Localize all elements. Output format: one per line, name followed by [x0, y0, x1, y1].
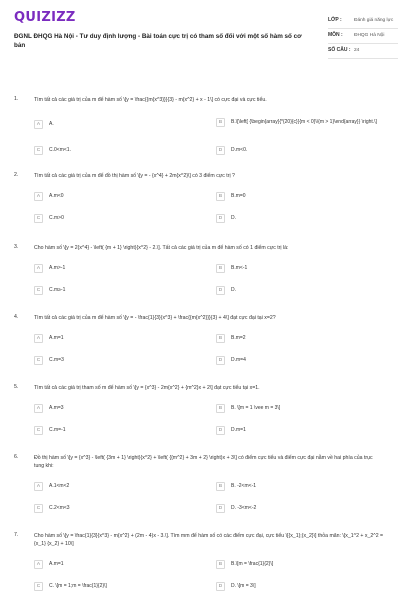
option-a[interactable] — [34, 560, 204, 572]
option-b[interactable] — [216, 482, 386, 494]
question-number: 1. — [14, 96, 19, 102]
option-letter-box: A — [34, 560, 43, 569]
option-text: D.m=4 — [231, 357, 246, 363]
option-a[interactable] — [34, 120, 204, 132]
question-number: 7. — [14, 532, 19, 538]
option-text: B.\[m = \frac{1}{2}\] — [231, 561, 274, 567]
option-c[interactable] — [34, 146, 204, 158]
option-letter-box: C — [34, 582, 43, 591]
option-b[interactable] — [216, 192, 386, 204]
question-number: 6. — [14, 454, 19, 460]
option-text: D.m=1 — [231, 427, 246, 433]
option-text: D. — [231, 215, 236, 221]
question-text: Cho hàm số \[y = 2{x^4} - \left( {m + 1} \right){x^2} - 2.\]. Tất cả các giá trị của m để hàm số có 1 điểm cực trị là: — [34, 245, 289, 251]
option-text: D.m<0. — [231, 147, 248, 153]
option-a[interactable] — [34, 404, 204, 416]
option-letter-box: A — [34, 192, 43, 201]
option-d[interactable] — [216, 504, 386, 516]
option-a[interactable] — [34, 264, 204, 276]
option-letter-box: D — [216, 286, 225, 295]
question-number: 2. — [14, 172, 19, 178]
option-text: A.m=1 — [49, 561, 64, 567]
worksheet-meta — [328, 14, 398, 59]
option-d[interactable] — [216, 426, 386, 438]
option-text: A.1<m<2 — [49, 483, 70, 489]
option-text: D. \[m = 3\] — [231, 583, 256, 589]
option-c[interactable] — [34, 214, 204, 226]
meta-row-count — [328, 44, 398, 59]
option-a[interactable] — [34, 482, 204, 494]
option-c[interactable] — [34, 504, 204, 516]
option-text: A.m=3 — [49, 405, 64, 411]
option-letter-box: C — [34, 426, 43, 435]
option-letter-box: C — [34, 146, 43, 155]
option-letter-box: C — [34, 214, 43, 223]
option-a[interactable] — [34, 192, 204, 204]
option-letter-box: B — [216, 560, 225, 569]
option-letter-box: A — [34, 264, 43, 273]
option-letter-box: A — [34, 482, 43, 491]
meta-label: SỐ CÂU : — [328, 47, 351, 53]
option-b[interactable] — [216, 560, 386, 572]
option-text: B.m=2 — [231, 335, 246, 341]
option-text: B.\[\left[ {\begin{array}{*{20}{c}}{m < 0}\\{m > 1}\end{array}} \right.\] — [231, 119, 377, 125]
option-b[interactable] — [216, 404, 386, 416]
option-letter-box: B — [216, 118, 225, 127]
option-c[interactable] — [34, 356, 204, 368]
option-letter-box: D — [216, 146, 225, 155]
option-letter-box: B — [216, 482, 225, 491]
quizizz-logo: QUIZIZZ — [14, 10, 76, 25]
option-text: A. — [49, 121, 54, 127]
option-c[interactable] — [34, 286, 204, 298]
meta-label: MÔN : — [328, 32, 343, 38]
meta-row-subject — [328, 29, 398, 44]
meta-value: 24 — [354, 48, 360, 53]
worksheet-title: ĐGNL ĐHQG Hà Nội - Tư duy định lượng - Bài toán cực trị có tham số đối với một số hàm số cơ bản — [14, 33, 302, 49]
meta-label: LỚP : — [328, 17, 342, 23]
question-text: Cho hàm số \[y = \frac{1}{3}{x^3} - m{x^2} + (2m - 4)x - 3.\]. Tìm mm để hàm số có các điểm cực đại, cực tiểu \[{x_1};{x_2}\] thỏa mãn: \[x_1^2 + x_2^2 = {x_1} {x_2} + 10\] — [34, 533, 384, 547]
option-text: B.m=0 — [231, 193, 246, 199]
option-text: C.2<m<3 — [49, 505, 70, 511]
option-letter-box: D — [216, 582, 225, 591]
option-text: C.0<m<1. — [49, 147, 71, 153]
question-text: Tìm tất cả các giá trị của m để hàm số \[y = - \frac{1}{3}{x^3} + \frac{{m{x^2}}}{3} + 4\] đạt cực đại tại x=2? — [34, 315, 276, 321]
option-b[interactable] — [216, 264, 386, 276]
option-letter-box: B — [216, 192, 225, 201]
meta-row-class — [328, 14, 398, 29]
option-text: C.m≥-1 — [49, 287, 66, 293]
option-c[interactable] — [34, 582, 204, 594]
question-text: Tìm tất cả các giá trị của m để đồ thị hàm số \[y = - {x^4} + 2m{x^2}\] có 3 điểm cực trị ? — [34, 173, 235, 179]
worksheet-header — [14, 10, 394, 84]
meta-value: ĐHQG Hà Nội — [354, 33, 385, 38]
option-letter-box: A — [34, 120, 43, 129]
option-text: C.m=3 — [49, 357, 64, 363]
option-d[interactable] — [216, 356, 386, 368]
option-text: B. -2<m<-1 — [231, 483, 257, 489]
option-letter-box: B — [216, 334, 225, 343]
option-letter-box: C — [34, 356, 43, 365]
option-letter-box: A — [34, 334, 43, 343]
option-letter-box: D — [216, 356, 225, 365]
option-b[interactable] — [216, 334, 386, 346]
question-number: 4. — [14, 314, 19, 320]
option-letter-box: A — [34, 404, 43, 413]
option-letter-box: D — [216, 214, 225, 223]
option-text: C.m>0 — [49, 215, 64, 221]
option-text: C.m=-1 — [49, 427, 66, 433]
option-text: A.m=1 — [49, 335, 64, 341]
option-d[interactable] — [216, 214, 386, 226]
question-text: Tìm tất cả các giá trị tham số m để hàm số \[y = {x^3} - 2m{x^2} + {m^2}x + 2\] đạt cực tiểu tại x=1. — [34, 385, 260, 391]
option-letter-box: B — [216, 404, 225, 413]
question-text: Tìm tất cả các giá trị của m để hàm số \[y = \frac{{m{x^3}}}{3} - m{x^2} + x - 1\] có cực đại và cực tiểu. — [34, 97, 267, 103]
option-c[interactable] — [34, 426, 204, 438]
option-text: B. \[m = 1 \vee m = 3\] — [231, 405, 281, 411]
option-text: A.m<0 — [49, 193, 64, 199]
option-b[interactable] — [216, 118, 386, 130]
option-d[interactable] — [216, 582, 386, 594]
option-letter-box: C — [34, 504, 43, 513]
option-a[interactable] — [34, 334, 204, 346]
option-letter-box: D — [216, 426, 225, 435]
option-text: D. -3<m<-2 — [231, 505, 257, 511]
option-text: B.m<-1 — [231, 265, 248, 271]
option-text: A.m>-1 — [49, 265, 66, 271]
option-d[interactable] — [216, 146, 386, 158]
question-number: 3. — [14, 244, 19, 250]
option-letter-box: C — [34, 286, 43, 295]
option-letter-box: B — [216, 264, 225, 273]
option-d[interactable] — [216, 286, 386, 298]
question-number: 5. — [14, 384, 19, 390]
option-letter-box: D — [216, 504, 225, 513]
option-text: D. — [231, 287, 236, 293]
question-text: Đồ thị hàm số \[y = {x^3} - \left( {3m + 1} \right){x^2} + \left( {{m^2} + 3m + 2} \right)x + 3\] có điểm cực tiểu và điểm cực đại nằm về hai phía của trục tung khi: — [34, 455, 373, 469]
meta-value: Đánh giá năng lực — [354, 18, 394, 23]
option-text: C. \[m = 1;m = \frac{1}{2}\] — [49, 583, 107, 589]
